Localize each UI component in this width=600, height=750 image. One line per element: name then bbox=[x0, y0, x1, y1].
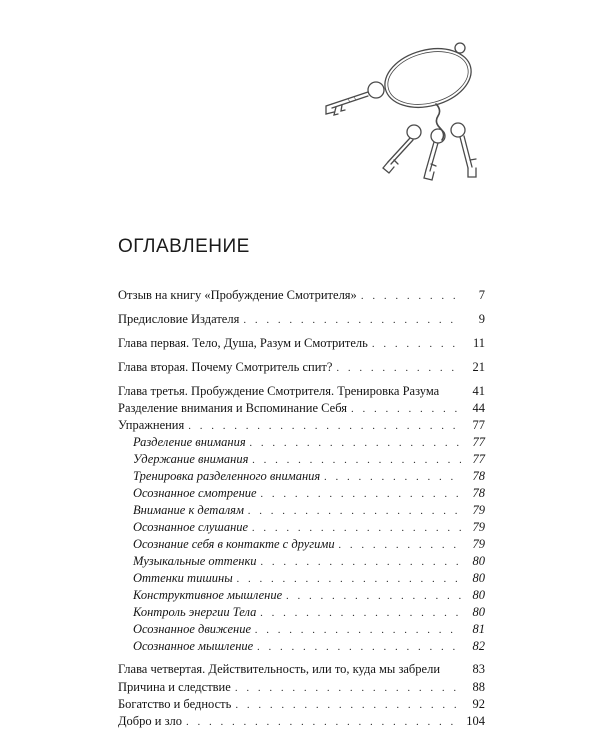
toc-entry[interactable] bbox=[118, 382, 485, 400]
toc-entry-page: 78 bbox=[472, 469, 485, 483]
toc-entry-title: Богатство и бедность bbox=[118, 697, 232, 711]
toc-entry[interactable] bbox=[118, 712, 485, 730]
toc-heading: ОГЛАВЛЕНИЕ bbox=[118, 236, 250, 257]
toc-entry-page: 41 bbox=[472, 384, 485, 398]
toc-leader bbox=[372, 335, 461, 353]
toc-entry-page: 77 bbox=[472, 435, 485, 449]
toc-entry[interactable] bbox=[118, 484, 485, 502]
toc-entry[interactable] bbox=[118, 334, 485, 352]
toc-entry-page: 78 bbox=[472, 486, 485, 500]
toc-entry-title: Осознанное движение bbox=[133, 622, 252, 636]
toc-entry-title: Внимание к деталям bbox=[133, 503, 244, 517]
toc-entry[interactable] bbox=[118, 416, 485, 434]
toc-entry-title: Музыкальные оттенки bbox=[133, 554, 257, 568]
toc-entry-title: Оттенки тишины bbox=[133, 571, 233, 585]
toc-entry-title: Удержание внимания bbox=[133, 452, 249, 466]
toc-entry[interactable] bbox=[118, 467, 485, 485]
toc-entry[interactable] bbox=[118, 535, 485, 553]
keys-illustration-icon bbox=[318, 36, 488, 186]
toc-entry-title: Разделение внимания bbox=[133, 435, 246, 449]
toc-entry-page: 21 bbox=[472, 360, 485, 374]
toc-entry-page: 77 bbox=[472, 452, 485, 466]
toc-entry[interactable] bbox=[118, 358, 485, 376]
toc-entry[interactable] bbox=[118, 399, 485, 417]
toc-entry-title: Осознанное мышление bbox=[133, 639, 254, 653]
toc-entry-title: Тренировка разделенного внимания bbox=[133, 469, 321, 483]
toc-entry-page: 83 bbox=[472, 662, 485, 676]
toc-entry-title: Осознание себя в контакте с другими bbox=[133, 537, 335, 551]
toc-entry-page: 44 bbox=[472, 401, 485, 415]
toc-entry-page: 79 bbox=[472, 503, 485, 517]
toc-entry[interactable] bbox=[118, 603, 485, 621]
toc-leader bbox=[257, 638, 461, 656]
toc-entry[interactable] bbox=[118, 678, 485, 696]
toc-entry-title: Добро и зло bbox=[118, 714, 183, 728]
toc-entry-title: Упражнения bbox=[118, 418, 185, 432]
toc-entry-page: 92 bbox=[472, 697, 485, 711]
toc-leader bbox=[186, 713, 461, 731]
toc-entry[interactable] bbox=[118, 586, 485, 604]
toc-entry[interactable] bbox=[118, 660, 485, 678]
toc-entry-page: 77 bbox=[472, 418, 485, 432]
toc-entry-page: 88 bbox=[472, 680, 485, 694]
toc-entry-page: 104 bbox=[466, 714, 485, 728]
toc-entry[interactable] bbox=[118, 552, 485, 570]
toc-entry-title: Конструктивное мышление bbox=[133, 588, 283, 602]
toc-entry[interactable] bbox=[118, 620, 485, 638]
toc-leader bbox=[361, 287, 461, 305]
toc-entry-page: 79 bbox=[472, 520, 485, 534]
toc-entry-page: 7 bbox=[478, 288, 485, 302]
toc-entry-title: Осознанное смотрение bbox=[133, 486, 257, 500]
toc-entry[interactable] bbox=[118, 518, 485, 536]
toc-entry[interactable] bbox=[118, 286, 485, 304]
toc-entry-title: Отзыв на книгу «Пробуждение Смотрителя» bbox=[118, 288, 357, 302]
toc-entry[interactable] bbox=[118, 569, 485, 587]
toc-entry-page: 82 bbox=[472, 639, 485, 653]
toc-entry-title: Глава третья. Пробуждение Смотрителя. Тренировка Разума bbox=[118, 384, 440, 398]
toc-entry[interactable] bbox=[118, 450, 485, 468]
toc-entry-page: 80 bbox=[472, 605, 485, 619]
toc-entry[interactable] bbox=[118, 637, 485, 655]
toc-entry-page: 11 bbox=[472, 336, 485, 350]
toc-leader bbox=[243, 311, 461, 329]
toc-entry-title: Контроль энергии Тела bbox=[133, 605, 257, 619]
toc-entry[interactable] bbox=[118, 433, 485, 451]
toc-entry[interactable] bbox=[118, 695, 485, 713]
toc-entry-title: Предисловие Издателя bbox=[118, 312, 240, 326]
toc-entry-page: 9 bbox=[478, 312, 485, 326]
toc-leader bbox=[336, 359, 461, 377]
toc-entry-page: 81 bbox=[472, 622, 485, 636]
toc-entry-title: Причина и следствие bbox=[118, 680, 231, 694]
toc-entry-title: Глава первая. Тело, Душа, Разум и Смотритель bbox=[118, 336, 368, 350]
toc-entry-title: Осознанное слушание bbox=[133, 520, 249, 534]
toc-entry-title: Глава вторая. Почему Смотритель спит? bbox=[118, 360, 333, 374]
toc-entry[interactable] bbox=[118, 501, 485, 519]
toc-entry-page: 80 bbox=[472, 571, 485, 585]
toc-entry-title: Разделение внимания и Вспоминание Себя bbox=[118, 401, 347, 415]
toc-entry-page: 80 bbox=[472, 588, 485, 602]
toc-entry-title: Глава четвертая. Действительность, или то, куда мы забрели bbox=[118, 662, 441, 676]
toc-entry-page: 79 bbox=[472, 537, 485, 551]
toc-entry-page: 80 bbox=[472, 554, 485, 568]
toc-entry[interactable] bbox=[118, 310, 485, 328]
